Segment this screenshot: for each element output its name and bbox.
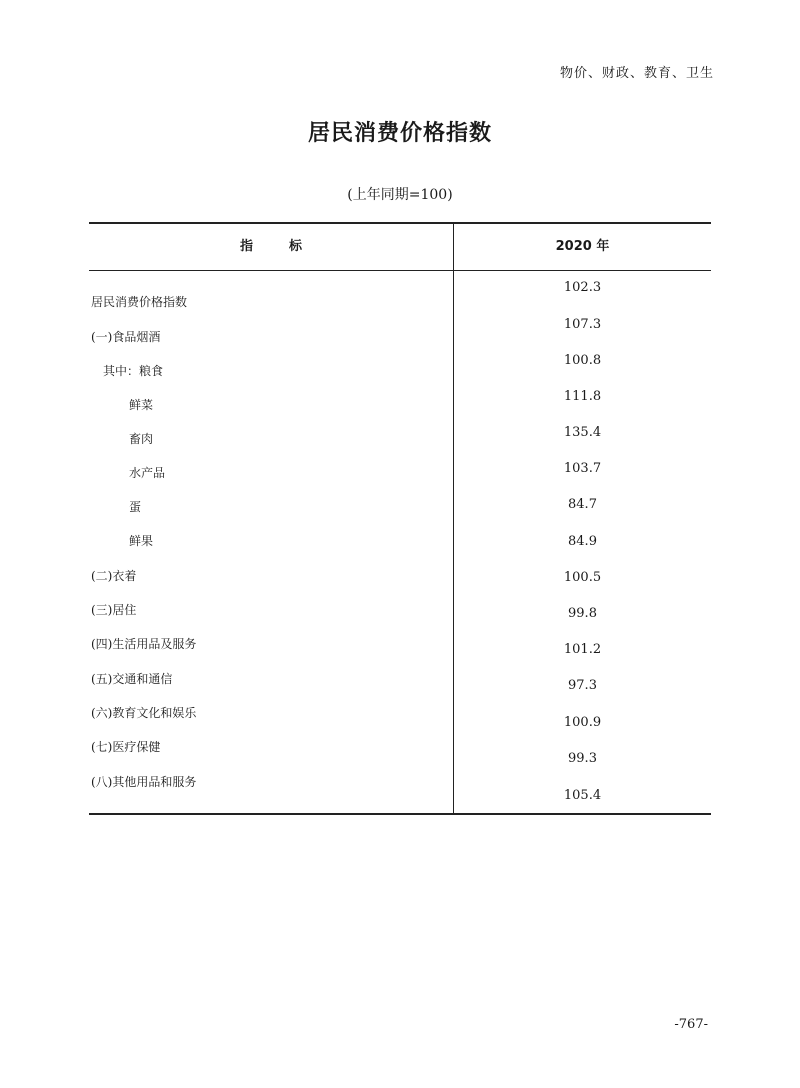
row-label-eggs: 蛋 xyxy=(129,500,142,514)
row-label-fresh-fruit: 鲜果 xyxy=(129,534,154,548)
header-year: 2020 年 xyxy=(555,239,610,254)
row-label-food-tobacco-liquor: (一)食品烟酒 xyxy=(91,330,161,344)
row-value-household-goods: 101.2 xyxy=(563,642,602,657)
row-value-cpi: 102.3 xyxy=(563,280,602,295)
row-value-livestock-meat: 135.4 xyxy=(563,425,602,440)
running-header: 物价、财政、教育、卫生 xyxy=(559,66,714,81)
row-value-healthcare: 99.3 xyxy=(568,751,597,766)
header-indicator: 指标 xyxy=(239,239,338,254)
row-label-healthcare: (七)医疗保健 xyxy=(91,740,161,754)
row-value-eggs: 84.7 xyxy=(568,497,597,512)
row-label-cpi: 居民消费价格指数 xyxy=(91,295,188,309)
row-value-education-culture: 100.9 xyxy=(563,715,602,730)
row-value-other-goods-services: 105.4 xyxy=(563,788,602,803)
table-header-row xyxy=(89,224,711,271)
table-subtitle: (上年同期=100) xyxy=(347,187,453,203)
row-value-food-tobacco-liquor: 107.3 xyxy=(563,317,602,332)
row-value-grain: 100.8 xyxy=(563,353,602,368)
row-value-transport-communication: 97.3 xyxy=(568,678,597,693)
row-label-transport-communication: (五)交通和通信 xyxy=(91,672,173,686)
row-value-housing: 99.8 xyxy=(568,606,597,621)
page-title: 居民消费价格指数 xyxy=(307,120,492,146)
row-value-aquatic-products: 103.7 xyxy=(563,461,602,476)
row-value-fresh-vegetables: 111.8 xyxy=(563,389,602,404)
row-label-housing: (三)居住 xyxy=(91,603,137,617)
row-label-fresh-vegetables: 鲜菜 xyxy=(129,398,154,412)
page-number: -767- xyxy=(674,1017,708,1032)
row-label-education-culture: (六)教育文化和娱乐 xyxy=(91,706,197,720)
row-label-household-goods: (四)生活用品及服务 xyxy=(91,637,197,651)
cpi-table xyxy=(89,222,711,815)
row-label-clothing: (二)衣着 xyxy=(91,569,137,583)
row-label-grain: 其中：粮食 xyxy=(103,364,164,378)
row-value-fresh-fruit: 84.9 xyxy=(568,534,597,549)
row-label-other-goods-services: (八)其他用品和服务 xyxy=(91,775,197,789)
row-label-livestock-meat: 畜肉 xyxy=(129,432,154,446)
row-label-aquatic-products: 水产品 xyxy=(129,466,166,480)
row-value-clothing: 100.5 xyxy=(563,570,602,585)
